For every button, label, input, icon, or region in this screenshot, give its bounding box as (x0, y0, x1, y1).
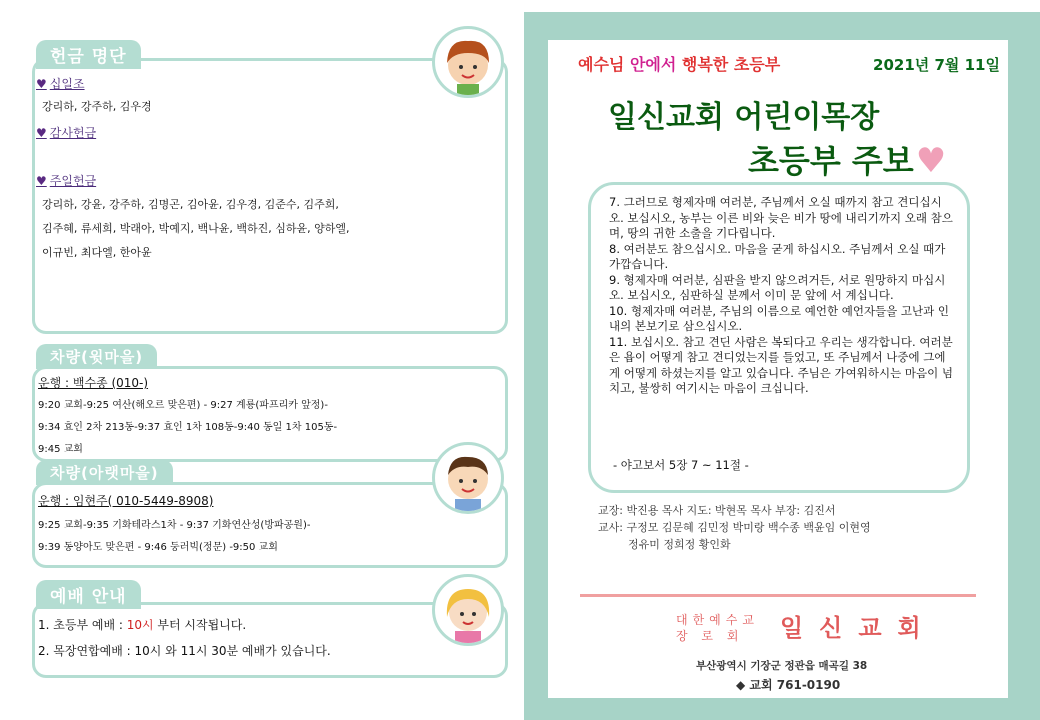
scripture-text (609, 195, 955, 397)
heart-icon: ♥ (915, 141, 947, 181)
sunday-names-1: 강리하, 강윤, 강주하, 김명곤, 김아윤, 김우경, 김준수, 김주희, (42, 198, 339, 211)
heart-bullet-icon: ♥ (36, 126, 47, 140)
boy-avatar (432, 442, 504, 514)
boy-icon (435, 445, 501, 511)
church-name: 일신교회 (780, 614, 937, 642)
staff-line-1: 교장: 박진용 목사 지도: 박현목 목사 부장: 김진서 (598, 504, 836, 517)
scripture-box (588, 182, 970, 493)
car-down-tab: 차량(아랫마을) (36, 460, 173, 485)
bulletin-inner (548, 40, 1008, 698)
offering-tab: 헌금 명단 (36, 40, 141, 69)
verse-8: 8. 여러분도 참으십시오. 마음을 굳게 하십시오. 주님께서 오실 때가 가깝습니다. (609, 241, 946, 271)
heart-bullet-icon: ♥ (36, 174, 47, 188)
car-down-route-2: 9:39 동양아도 맞은편 - 9:46 둥러빅(정문) -9:50 교회 (38, 542, 278, 553)
blonde-girl-icon (435, 577, 501, 643)
staff-line-2: 교사: 구정모 김문혜 김민정 박미랑 백수종 백윤임 이현영 (598, 521, 871, 534)
verse-10: 10. 형제자매 여러분, 주님의 이름으로 예언한 예언자들을 고난과 인내의 본보기로 삼으십시오. (609, 303, 950, 333)
sunday-names-2: 김주혜, 류세희, 박래아, 박예지, 백나윤, 백하진, 심하윤, 양하엘, (42, 222, 350, 235)
car-up-route-3: 9:45 교회 (38, 444, 83, 455)
thanks-heading: ♥ 감사헌금 (36, 126, 97, 140)
sunday-names-3: 이규빈, 최다엘, 한아윤 (42, 246, 152, 259)
bulletin-panel (524, 12, 1040, 720)
tithe-names: 강리하, 강주하, 김우경 (42, 100, 152, 113)
car-down-route-1: 9:25 교회-9:35 기화테라스1차 - 9:37 기화연산성(방파공원)- (38, 520, 311, 531)
car-up-tab: 차량(윗마을) (36, 344, 157, 369)
girl2-avatar (432, 574, 504, 646)
verse-11: 11. 보십시오. 참고 견딘 사람은 복되다고 우리는 생각합니다. 여러분은 욥이 어떻게 참고 견디었는지를 들었고, 또 주님께서 나중에 그에게 어떻게 하셨는지를 알고 있습니다. 주님은 가여워하시는 마음이 넘치고, 불쌍히 여기시는 마음이 크십니다. (609, 334, 953, 395)
car-up-route-2: 9:34 효인 2차 213동-9:37 효인 1차 108동-9:40 동일 1차 105동- (38, 422, 338, 433)
denomination: 대한예수교 장 로 회 (676, 613, 759, 643)
divider (580, 594, 976, 597)
tithe-heading: ♥ 십일조 (36, 77, 85, 91)
worship-time-highlight: 10시 (126, 618, 154, 632)
car-up-route-1: 9:20 교회-9:25 여산(해오르 맞은편) - 9:27 계룡(파프리카 앞정)- (38, 400, 328, 411)
staff-line-3: 정유미 정희정 황인화 (628, 538, 731, 551)
car-down-driver: 운행 : 임현주( 010-5449-8908) (38, 494, 214, 508)
verse-7: 7. 그러므로 형제자매 여러분, 주님께서 오실 때까지 참고 견디십시오. 보십시오, 농부는 이른 비와 늦은 비가 땅에 내리기까지 오래 참으며, 땅의 귀한 소출을 기다립니다. (609, 195, 953, 240)
worship-tab: 예배 안내 (36, 580, 141, 609)
bulletin-subtitle: 초등부 주보♥ (748, 141, 947, 181)
girl-avatar (432, 26, 504, 98)
slogan: 예수님 안에서 행복한 초등부 (578, 55, 781, 74)
verse-9: 9. 형제자매 여러분, 심판을 받지 않으려거든, 서로 원망하지 마십시오. 보십시오, 심판하실 분께서 이미 문 앞에 서 계십니다. (609, 272, 946, 302)
worship-line-2: 2. 목장연합예배 : 10시 와 11시 30분 예배가 있습니다. (38, 644, 331, 658)
sunday-heading: ♥ 주일헌금 (36, 174, 97, 188)
church-phone: ◆ 교회 761-0190 (736, 678, 841, 692)
worship-line-1: 1. 초등부 예배 : 10시 부터 시작됩니다. (38, 618, 247, 632)
car-up-driver: 운행 : 백수종 (010-) (38, 376, 149, 390)
scripture-reference: - 야고보서 5장 7 ~ 11절 - (613, 458, 749, 472)
church-address: 부산광역시 기장군 정관읍 매곡길 38 (696, 660, 868, 672)
bulletin-date: 2021년 7월 11일 (873, 56, 1000, 74)
heart-bullet-icon: ♥ (36, 77, 47, 91)
girl-icon (435, 29, 501, 95)
staff-list (598, 502, 978, 553)
bulletin-title: 일신교회 어린이목장 (608, 100, 880, 135)
